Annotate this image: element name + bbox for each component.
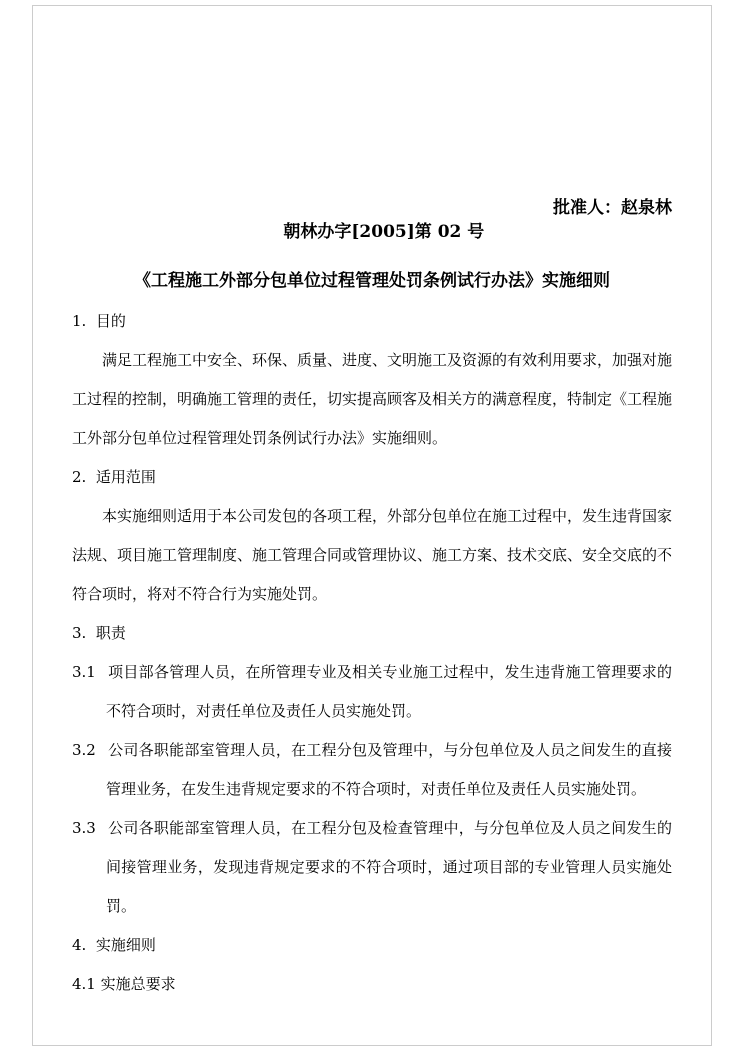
clause-text: 公司各职能部室管理人员，在工程分包及管理中，与分包单位及人员之间发生的直接管理业务，在发生违背规定要求的不符合项时，对责任单位及责任人员实施处罚。 — [106, 741, 672, 798]
section-heading-responsibility: 3. 职责 — [72, 624, 126, 642]
clause-item-3-1 — [72, 653, 672, 731]
doc-number: 朝林办字[2005]第 02 号 — [283, 222, 485, 242]
clause-text: 公司各职能部室管理人员，在工程分包及检查管理中，与分包单位及人员之间发生的间接管理业务，发现违背规定要求的不符合项时，通过项目部的专业管理人员实施处罚。 — [106, 819, 672, 915]
approver: 批准人：赵泉林 — [553, 198, 672, 218]
section-heading-implementation-requirements: 4.1 实施总要求 — [72, 975, 176, 993]
clause-item-3-2 — [72, 731, 672, 809]
doc-header — [72, 196, 672, 242]
clause-number: 3.1 — [72, 663, 96, 681]
clause-text: 项目部各管理人员，在所管理专业及相关专业施工过程中，发生违背施工管理要求的不符合项时，对责任单位及责任人员实施处罚。 — [106, 663, 672, 720]
section-heading-implementation: 4. 实施细则 — [72, 936, 156, 954]
clause-number: 3.3 — [72, 819, 96, 837]
clause-item-3-3 — [72, 809, 672, 926]
section-heading-purpose: 1. 目的 — [72, 312, 126, 330]
doc-title: 《工程施工外部分包单位过程管理处罚条例试行办法》实施细则 — [134, 271, 610, 291]
paragraph-purpose: 满足工程施工中安全、环保、质量、进度、文明施工及资源的有效利用要求，加强对施工过程的控制，明确施工管理的责任，切实提高顾客及相关方的满意程度，特制定《工程施工外部分包单位过程管理处罚条例试行办法》实施细则。 — [72, 351, 673, 447]
section-heading-scope: 2. 适用范围 — [72, 468, 156, 486]
clause-number: 3.2 — [72, 741, 96, 759]
paragraph-scope: 本实施细则适用于本公司发包的各项工程，外部分包单位在施工过程中，发生违背国家法规、项目施工管理制度、施工管理合同或管理协议、施工方案、技术交底、安全交底的不符合项时，将对不符合行为实施处罚。 — [72, 507, 673, 603]
